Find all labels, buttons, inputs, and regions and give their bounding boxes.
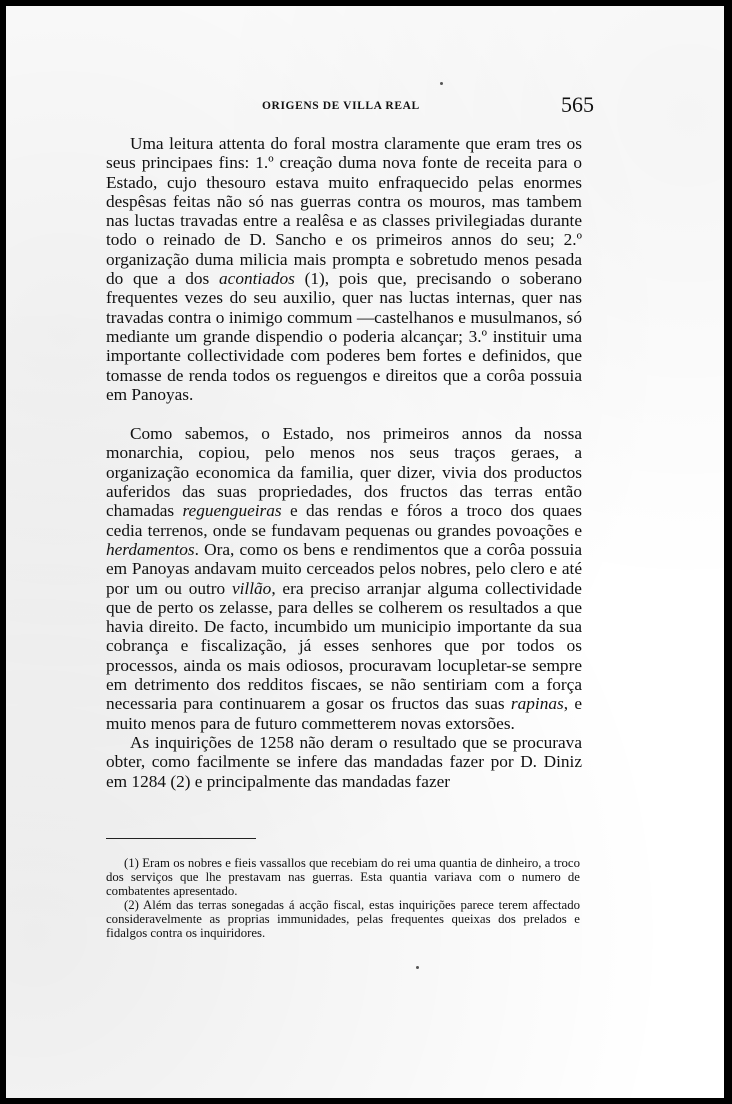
italic-term: herdamentos [106,539,195,559]
italic-term: acontiados [219,269,295,289]
paragraph-2 [106,424,582,733]
body-text [106,134,582,791]
text-run: . Ora, como os bens e rendimentos que a corôa possuia em Panoyas andavam muito cerceados pelos nobres, pelo clero e até por um ou outro [106,539,582,598]
book-page [6,6,724,1098]
running-title: ORIGENS DE VILLA REAL [262,100,420,112]
paper-speck [416,966,419,969]
italic-term: reguengueiras [182,501,282,521]
text-run: , era preciso arranjar alguma collectividade que de perto os zelasse, para delles se colherem os resultados a que havia direito. De facto, incumbido um municipio importante da sua cobrança e fiscalização, já esses senhores que por todos os processos, ainda os mais odiosos, procuravam locupletar-se sempre em detrimento dos redditos fiscaes, se não sentiriam com a força necessaria para continuarem a gosar os fructos das suas [106,578,582,714]
paper-speck [440,82,443,85]
text-run: As inquirições de 1258 não deram o resultado que se procurava obter, como facilmente se infere das mandadas fazer por D. Diniz em 1284 (2) e principalmente das mandadas fazer [106,732,582,791]
footnote-1: (1) Eram os nobres e fieis vassallos que recebiam do rei uma quantia de dinheiro, a troco dos serviços que lhe prestavam nas guerras. Esta quantia variava com o numero de combatentes apresentado. [106,856,580,898]
text-run: Como sabemos, o Estado, nos primeiros annos da nossa monarchia, copiou, pelo menos nos seus traços geraes, a organização economica da familia, quer dizer, vivia dos productos auferidos das suas propriedades, dos fructos das terras então chamadas [106,424,582,521]
paragraph-1 [106,134,582,404]
text-run: Uma leitura attenta do foral mostra claramente que eram tres os seus principaes fins: 1.º creação duma nova fonte de receita para o Estado, cujo thesouro estava muito enfraquecido pelas enormes despêsas feitas não só nas guerras contra os mouros, mas tambem nas luctas travadas entre a realêsa e as classes privilegiadas durante todo o reinado de D. Sancho e os primeiros annos do seu; 2.º organização duma milicia mais prompta e sobretudo menos pesada do que a dos [106,134,582,289]
text-run: (1), pois que, precisando o soberano frequentes vezes do seu auxilio, quer nas luctas internas, quer nas travadas contra o inimigo commum —castelhanos e musulmanos, só mediante um grande dispendio o poderia alcançar; 3.º instituir uma importante collectividade com poderes bem fortes e definidos, que tomasse de renda todos os reguengos e direitos que a corôa possuia em Panoyas. [106,269,582,404]
text-run: e das rendas e fóros a troco dos quaes cedia terrenos, onde se fundavam pequenas ou grandes povoações e [106,501,582,540]
footnote-separator [106,838,256,839]
running-head [6,92,724,120]
page-number: 565 [561,92,594,117]
italic-term: villão [231,578,272,598]
paragraph-3 [106,733,582,791]
italic-term: rapinas [510,694,564,714]
footnotes [106,856,580,940]
footnote-2: (2) Além das terras sonegadas á acção fiscal, estas inquirições parece terem affectado consideravelmente as proprias immunidades, pelas frequentes queixas dos prelados e fidalgos contra os inquiridores. [106,898,580,940]
text-run: , e muito menos para de futuro commetterem novas extorsões. [106,694,582,733]
